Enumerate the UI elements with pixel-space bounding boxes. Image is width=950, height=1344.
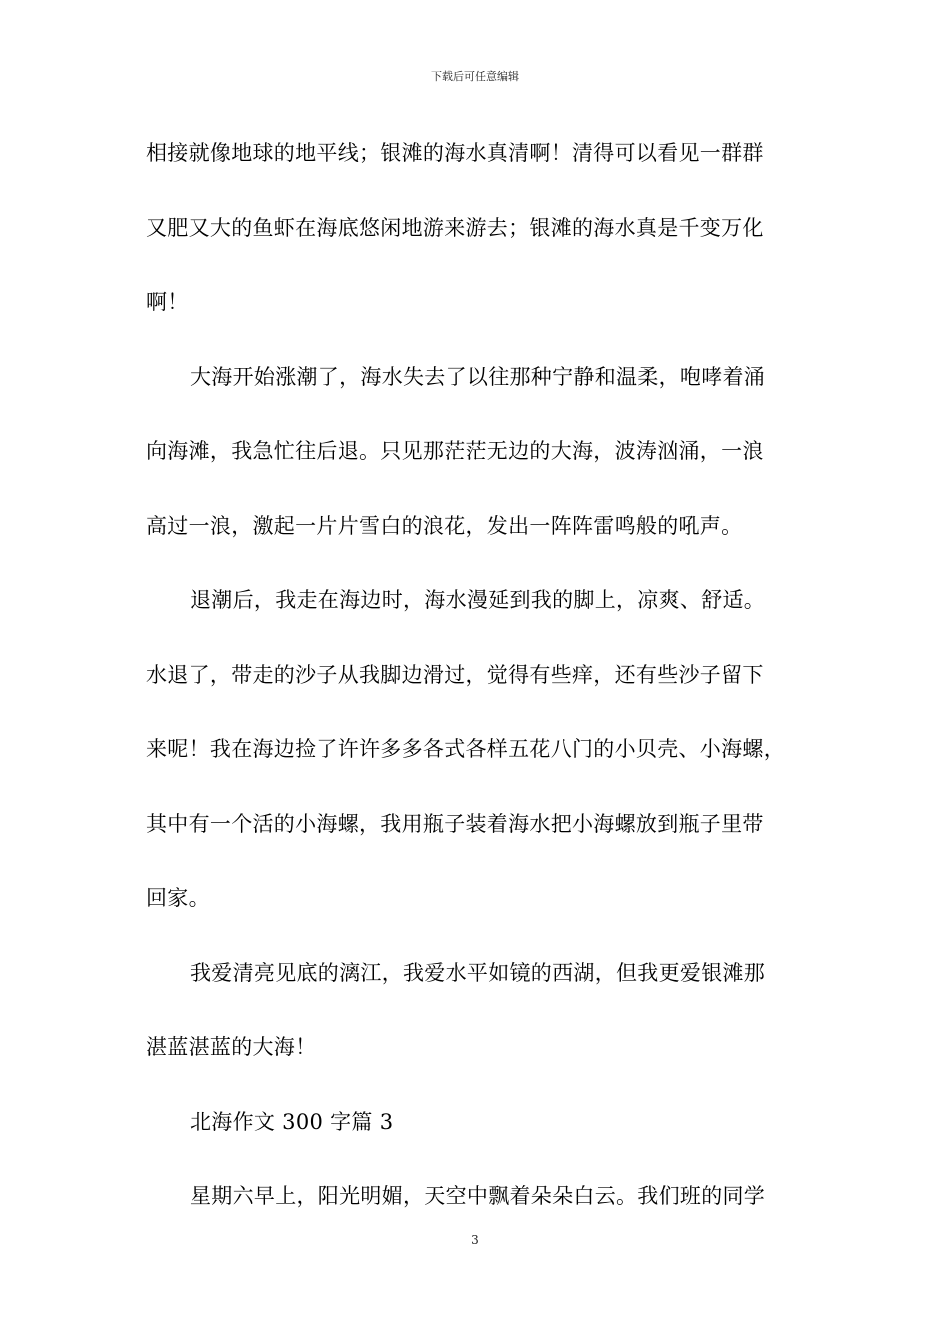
text-line: 啊！ (146, 290, 189, 314)
text-line: 水退了，带走的沙子从我脚边滑过，觉得有些痒，还有些沙子留下 (146, 662, 764, 687)
document-body (146, 132, 826, 1250)
text-line: 高过一浪，激起一片片雪白的浪花，发出一阵阵雷鸣般的吼声。 (146, 513, 743, 538)
text-line: 相接就像地球的地平线；银滩的海水真清啊！清得可以看见一群群 (146, 141, 764, 165)
text-line: 北海作文 300 字篇 3 (190, 1109, 394, 1134)
text-line: 来呢！我在海边捡了许许多多各式各样五花八门的小贝壳、小海螺， (146, 737, 785, 761)
text-line: 大海开始涨潮了，海水失去了以往那种宁静和温柔，咆哮着涌 (190, 364, 766, 389)
text-line: 湛蓝湛蓝的大海！ (146, 1035, 317, 1059)
text-line: 又肥又大的鱼虾在海底悠闲地游来游去；银滩的海水真是千变万化 (146, 215, 764, 240)
page-header-note: 下载后可任意编辑 (431, 70, 519, 83)
text-line: 星期六早上，阳光明媚，天空中飘着朵朵白云。我们班的同学 (190, 1184, 766, 1208)
text-line: 我爱清亮见底的漓江，我爱水平如镜的西湖，但我更爱银滩那 (190, 960, 766, 985)
text-line: 向海滩，我急忙往后退。只见那茫茫无边的大海，波涛汹涌，一浪 (146, 439, 764, 463)
text-line: 退潮后，我走在海边时，海水漫延到我的脚上，凉爽、舒适。 (190, 588, 766, 612)
text-line: 回家。 (146, 886, 210, 910)
text-line: 其中有一个活的小海螺，我用瓶子装着海水把小海螺放到瓶子里带 (146, 811, 764, 836)
page-number: 3 (471, 1233, 479, 1247)
